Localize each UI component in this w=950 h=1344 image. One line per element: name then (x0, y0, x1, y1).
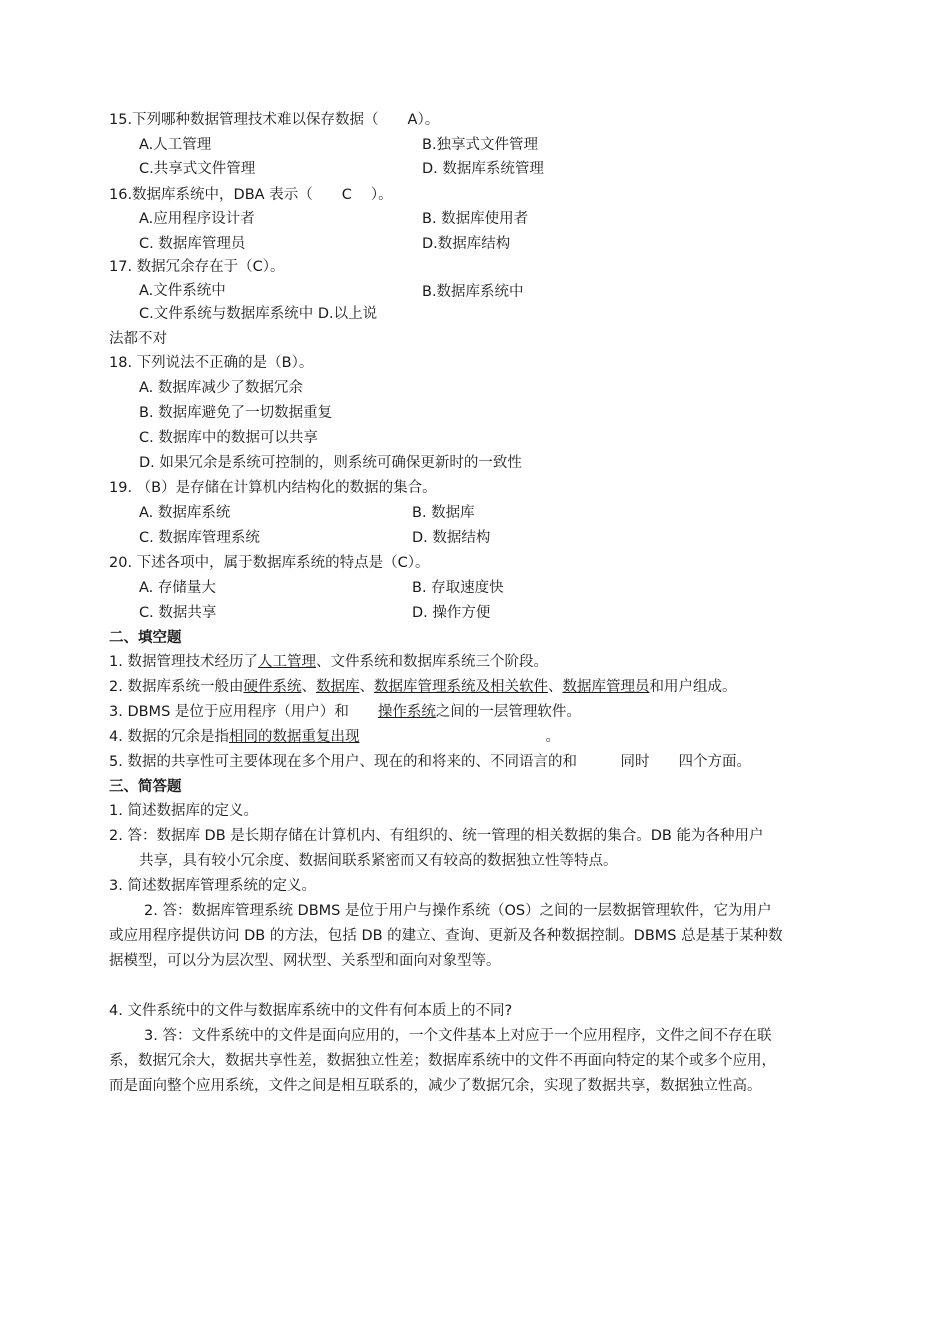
fill-2-sep-2: 、 (359, 679, 374, 695)
q20-option-b: B. 存取速度快 (412, 580, 504, 596)
fill-question-2 (109, 677, 736, 697)
q20-option-a: A. 存储量大 (139, 580, 216, 596)
q16-option-a: A.应用程序设计者 (139, 211, 255, 227)
q18-option-b: B. 数据库避免了一切数据重复 (139, 405, 333, 421)
fill-1-pre: 1. 数据管理技术经历了 (109, 654, 258, 670)
fill-2-pre: 2. 数据库系统一般由 (109, 679, 244, 695)
q15-option-a: A.人工管理 (139, 137, 212, 153)
section-short-answer-title: 三、简答题 (109, 779, 182, 795)
fill-2-answer-2: 数据库 (315, 679, 360, 695)
fill-4-answer: 相同的数据重复出现 (228, 729, 360, 745)
short-answer-2-line-1: 2. 答：数据库 DB 是长期存储在计算机内、有组织的、统一管理的相关数据的集合。DB 能为各种用户 (109, 828, 764, 844)
question-20: 20. 下述各项中，属于数据库系统的特点是（C）。 (109, 555, 430, 571)
short-question-1: 1. 简述数据库的定义。 (109, 803, 258, 819)
q18-option-c: C. 数据库中的数据可以共享 (139, 430, 318, 446)
q17-option-continued: 法都不对 (109, 331, 167, 347)
q16-option-b: B. 数据库使用者 (422, 211, 529, 227)
q19-option-a: A. 数据库系统 (139, 505, 231, 521)
question-17: 17. 数据冗余存在于（C）。 (109, 259, 285, 275)
q19-option-c: C. 数据库管理系统 (139, 530, 260, 546)
short-answer-4-line-1: 3. 答：文件系统中的文件是面向应用的，一个文件基本上对应于一个应用程序，文件之间不存在联 (144, 1028, 772, 1044)
short-answer-3-line-2: 或应用程序提供访问 DB 的方法，包括 DB 的建立、查询、更新及各种数据控制。DBMS 总是基于某种数 (109, 928, 783, 944)
short-answer-4-line-2: 系，数据冗余大，数据共享性差，数据独立性差；数据库系统中的文件不再面向特定的某个或多个应用， (109, 1053, 776, 1069)
fill-2-answer-3: 数据库管理系统及相关软件 (373, 679, 548, 695)
question-18: 18. 下列说法不正确的是（B）。 (109, 355, 314, 371)
question-15: 15.下列哪种数据管理技术难以保存数据（ A）。 (109, 112, 440, 128)
fill-3-answer: 操作系统 (377, 704, 436, 720)
short-answer-4-line-3: 而是面向整个应用系统，文件之间是相互联系的，减少了数据冗余，实现了数据共享，数据独立性高。 (109, 1078, 762, 1094)
q18-option-a: A. 数据库减少了数据冗余 (139, 380, 303, 396)
fill-4-pre: 4. 数据的冗余是指 (109, 729, 229, 745)
fill-question-3 (109, 702, 581, 722)
fill-3-pre: 3. DBMS 是位于应用程序（用户）和 (109, 704, 378, 720)
q16-option-c: C. 数据库管理员 (139, 236, 246, 252)
q16-option-d: D.数据库结构 (422, 236, 511, 252)
question-16: 16.数据库系统中，DBA 表示（ C ）。 (109, 187, 393, 203)
q15-option-c: C.共享式文件管理 (139, 161, 256, 177)
fill-2-answer-4: 数据库管理员 (562, 679, 650, 695)
fill-1-post: 、文件系统和数据库系统三个阶段。 (315, 654, 548, 670)
short-answer-2-line-2: 共享，具有较小冗余度、数据间联系紧密而又有较高的数据独立性等特点。 (139, 853, 618, 869)
q18-option-d: D. 如果冗余是系统可控制的，则系统可确保更新时的一致性 (139, 455, 522, 471)
fill-2-answer-1: 硬件系统 (243, 679, 302, 695)
short-answer-3-line-3: 据模型，可以分为层次型、网状型、关系型和面向对象型等。 (109, 953, 501, 969)
q15-option-d: D. 数据库系统管理 (422, 161, 544, 177)
q20-option-d: D. 操作方便 (412, 605, 491, 621)
q20-option-c: C. 数据共享 (139, 605, 217, 621)
q19-option-d: D. 数据结构 (412, 530, 491, 546)
fill-2-sep-1: 、 (301, 679, 316, 695)
section-fill-in-title: 二、填空题 (109, 630, 182, 646)
q15-option-b: B.独享式文件管理 (422, 137, 539, 153)
fill-1-answer: 人工管理 (257, 654, 316, 670)
short-question-3: 3. 简述数据库管理系统的定义。 (109, 878, 316, 894)
short-answer-3-line-1: 2. 答：数据库管理系统 DBMS 是位于用户与操作系统（OS）之间的一层数据管理软件，它为用户 (144, 903, 772, 919)
q19-option-b: B. 数据库 (412, 505, 475, 521)
q17-option-b: B.数据库系统中 (422, 284, 524, 300)
q17-option-c: C.文件系统与数据库系统中 D.以上说 (139, 306, 378, 322)
short-question-4: 4. 文件系统中的文件与数据库系统中的文件有何本质上的不同? (109, 1003, 513, 1019)
fill-4-post: 。 (545, 729, 560, 745)
fill-2-sep-3: 、 (547, 679, 563, 695)
fill-question-4 (109, 727, 560, 747)
fill-2-post: 和用户组成。 (649, 679, 737, 695)
fill-question-5: 5. 数据的共享性可主要体现在多个用户、现在的和将来的、不同语言的和 同时 四个方面。 (109, 754, 751, 770)
fill-question-1 (109, 652, 548, 672)
q17-option-a: A.文件系统中 (139, 283, 226, 299)
fill-3-post: 之间的一层管理软件。 (435, 704, 581, 720)
question-19: 19. （B）是存储在计算机内结构化的数据的集合。 (109, 480, 437, 496)
